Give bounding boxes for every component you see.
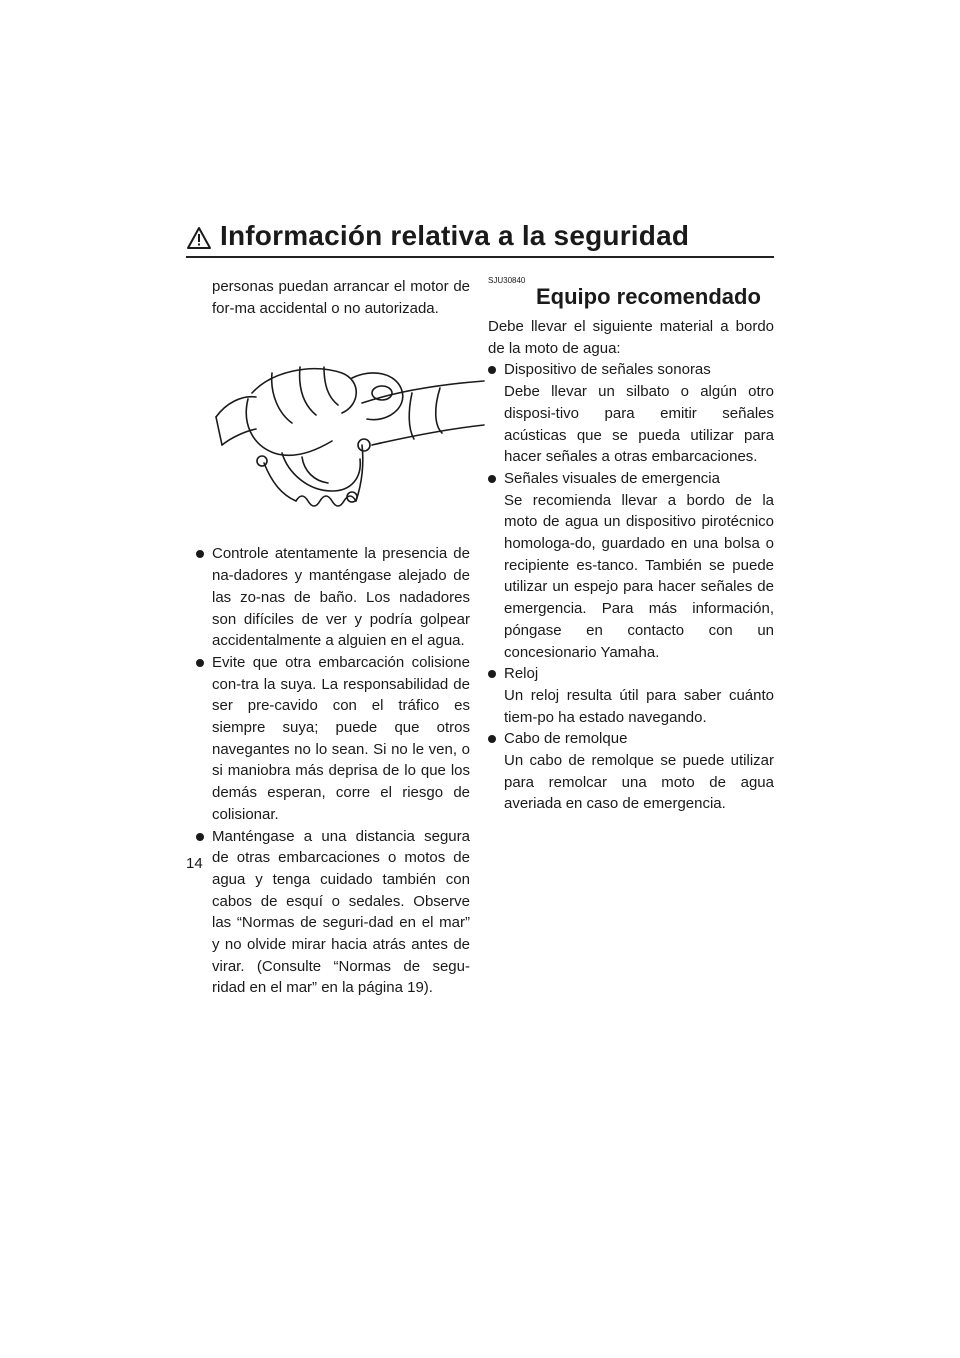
list-item <box>196 543 470 652</box>
page-header <box>186 222 774 258</box>
left-bullet-list <box>196 543 470 999</box>
section-code: SJU30840 <box>488 276 526 285</box>
bullet-icon <box>196 659 204 667</box>
right-column <box>488 276 774 815</box>
list-item <box>488 359 774 468</box>
continuation-paragraph: personas puedan arrancar el motor de for-ma accidental o no autorizada. <box>212 278 470 317</box>
left-column <box>196 276 470 999</box>
item-title: Señales visuales de emergencia <box>504 469 720 487</box>
warning-triangle-icon <box>186 226 212 250</box>
bullet-icon <box>196 833 204 841</box>
bullet-icon <box>488 475 496 483</box>
item-description: Un reloj resulta útil para saber cuánto tiem-po ha estado navegando. <box>504 686 774 726</box>
list-item <box>488 728 774 815</box>
bullet-icon <box>488 735 496 743</box>
bullet-text: Controle atentamente la presencia de na-dadores y manténgase alejado de las zo-nas de baño. Los nadadores son difíciles de ver y podría golpear accidentalmente a alguien en el agua. <box>212 545 470 650</box>
item-description: Se recomienda llevar a bordo de la moto de agua un dispositivo pirotécnico homologa-do, guardado en una bolsa o recipiente es-tanco. También se puede utilizar un espejo para hacer señales de emergencia. Para más información, póngase en contacto con un concesionario Yamaha. <box>504 491 774 661</box>
intro-paragraph: Debe llevar el siguiente material a bordo de la moto de agua: <box>488 318 774 357</box>
section-heading: Equipo recomendado <box>536 284 761 309</box>
list-item <box>196 826 470 1000</box>
item-description: Debe llevar un silbato o algún otro disposi-tivo para emitir señales acústicas que se pueda utilizar para hacer señales a otras embarcaciones. <box>504 383 774 466</box>
lanyard-handlebar-illustration <box>212 333 486 533</box>
item-title: Reloj <box>504 665 539 683</box>
item-title: Cabo de remolque <box>504 730 628 748</box>
page-number: 14 <box>186 855 203 872</box>
equipment-list <box>488 359 774 815</box>
list-item <box>488 468 774 663</box>
bullet-icon <box>488 366 496 374</box>
bullet-icon <box>196 550 204 558</box>
item-title: Dispositivo de señales sonoras <box>504 361 711 379</box>
bullet-text: Manténgase a una distancia segura de otras embarcaciones o motos de agua y tenga cuidado también con cabos de esquí o sedales. Observe las “Normas de seguri-dad en el mar” y no olvide mirar hacia atrás antes de virar. (Consulte “Normas de segu-ridad en el mar” en la página 19). <box>212 827 470 997</box>
bullet-text: Evite que otra embarcación colisione con-tra la suya. La responsabilidad de ser pre-cavido con el tráfico es siempre suya; puede que otros navegantes no lo sean. Si no le ven, o si maniobra más deprisa de lo que los demás esperan, corre el riesgo de colisionar. <box>212 653 470 823</box>
list-item <box>196 652 470 826</box>
item-description: Un cabo de remolque se puede utilizar para remolcar una moto de agua averiada en caso de emergencia. <box>504 752 774 813</box>
bullet-icon <box>488 670 496 678</box>
page-title: Información relativa a la seguridad <box>220 220 690 251</box>
list-item <box>488 663 774 728</box>
lanyard-illustration-svg <box>212 333 486 533</box>
